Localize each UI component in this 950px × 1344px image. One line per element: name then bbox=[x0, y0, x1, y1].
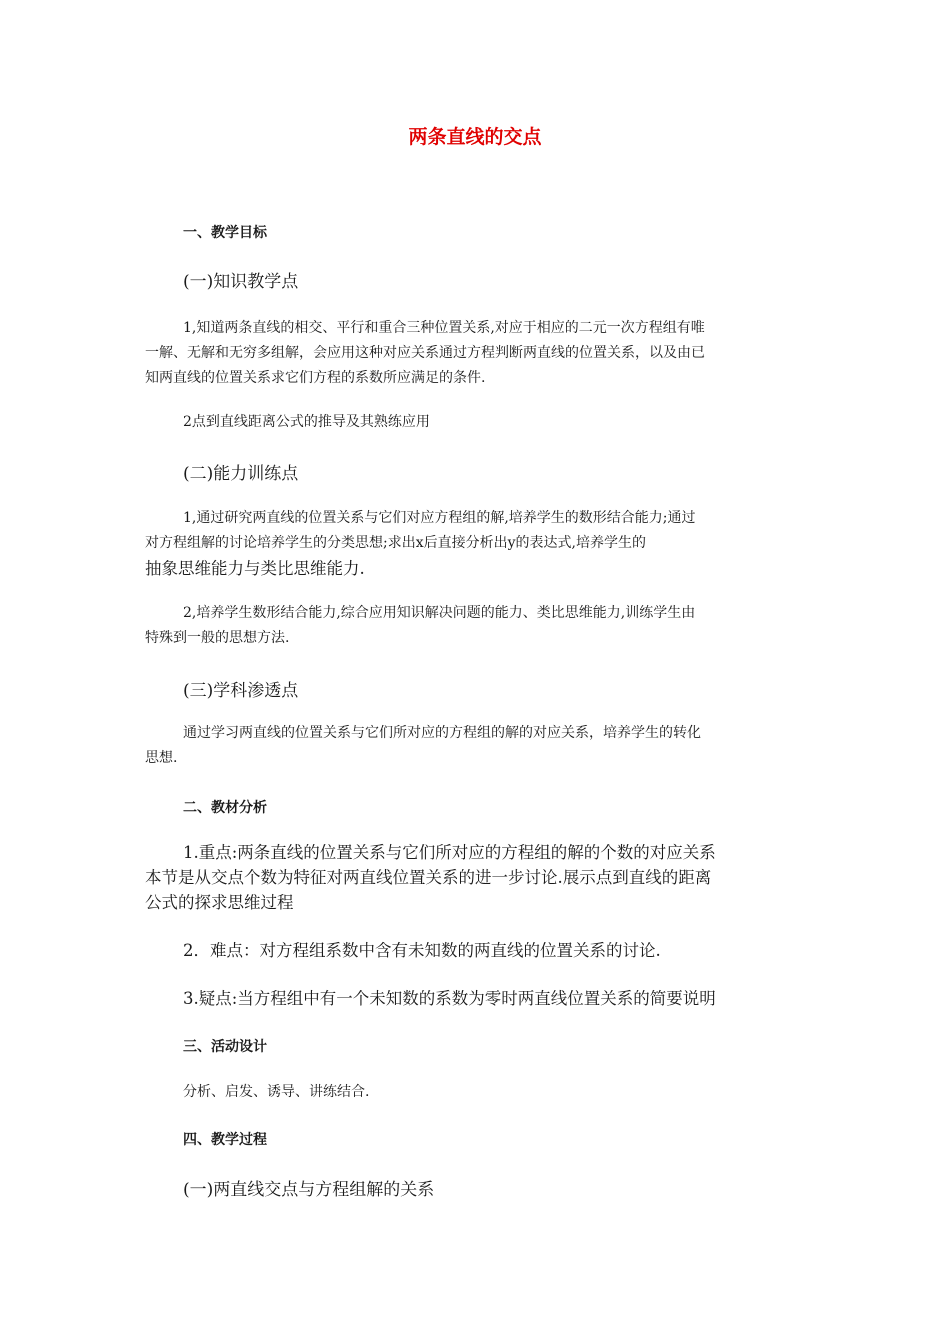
paragraph-activity bbox=[145, 1080, 810, 1105]
paragraph-doubt bbox=[145, 986, 810, 1011]
paragraph-key-point bbox=[145, 840, 810, 915]
subheading-ability-points: (二)能力训练点 bbox=[183, 464, 299, 484]
paragraph-knowledge-2 bbox=[145, 410, 810, 435]
text-line: 思想. bbox=[145, 750, 178, 766]
paragraph-ability-1 bbox=[145, 506, 810, 581]
text-line: 2点到直线距离公式的推导及其熟练应用 bbox=[183, 414, 430, 430]
text-line: 对方程组解的讨论培养学生的分类思想;求出x后直接分析出y的表达式,培养学生的 bbox=[145, 535, 646, 551]
section-heading-activity: 三、活动设计 bbox=[183, 1039, 267, 1055]
text-line: 2,培养学生数形结合能力,综合应用知识解决问题的能力、类比思维能力,训练学生由 bbox=[183, 605, 696, 621]
section-heading-process: 四、教学过程 bbox=[183, 1132, 267, 1148]
section-heading-analysis: 二、教材分析 bbox=[183, 800, 267, 816]
text-line: 本节是从交点个数为特征对两直线位置关系的进一步讨论.展示点到直线的距离 bbox=[145, 868, 712, 887]
paragraph-knowledge-1 bbox=[145, 316, 810, 391]
text-line: 分析、启发、诱导、讲练结合. bbox=[183, 1084, 370, 1100]
text-line: 知两直线的位置关系求它们方程的系数所应满足的条件. bbox=[145, 370, 486, 386]
text-line: 1.重点:两条直线的位置关系与它们所对应的方程组的解的个数的对应关系 bbox=[183, 843, 716, 862]
section-heading-objectives: 一、教学目标 bbox=[183, 225, 267, 241]
text-line: 特殊到一般的思想方法. bbox=[145, 630, 290, 646]
text-line: 通过学习两直线的位置关系与它们所对应的方程组的解的对应关系，培养学生的转化 bbox=[183, 725, 701, 741]
text-line: 1,通过研究两直线的位置关系与它们对应方程组的解,培养学生的数形结合能力;通过 bbox=[183, 510, 696, 526]
paragraph-ability-2 bbox=[145, 601, 810, 651]
text-line: 一解、无解和无穷多组解，会应用这种对应关系通过方程判断两直线的位置关系，以及由已 bbox=[145, 345, 705, 361]
text-line: 公式的探求思维过程 bbox=[145, 893, 294, 912]
text-line: 3.疑点:当方程组中有一个未知数的系数为零时两直线位置关系的简要说明 bbox=[183, 989, 716, 1008]
text-line: 抽象思维能力与类比思维能力. bbox=[145, 559, 365, 578]
text-line: 2．难点：对方程组系数中含有未知数的两直线的位置关系的讨论. bbox=[183, 941, 661, 960]
subheading-intersection-relation: (一)两直线交点与方程组解的关系 bbox=[183, 1180, 435, 1200]
subheading-subject-points: (三)学科渗透点 bbox=[183, 681, 299, 701]
text-line: 1,知道两条直线的相交、平行和重合三种位置关系,对应于相应的二元一次方程组有唯 bbox=[183, 320, 705, 336]
paragraph-subject-1 bbox=[145, 721, 810, 771]
document-title: 两条直线的交点 bbox=[408, 126, 542, 148]
subheading-knowledge-points: (一)知识教学点 bbox=[183, 272, 299, 292]
paragraph-difficulty bbox=[145, 938, 810, 963]
